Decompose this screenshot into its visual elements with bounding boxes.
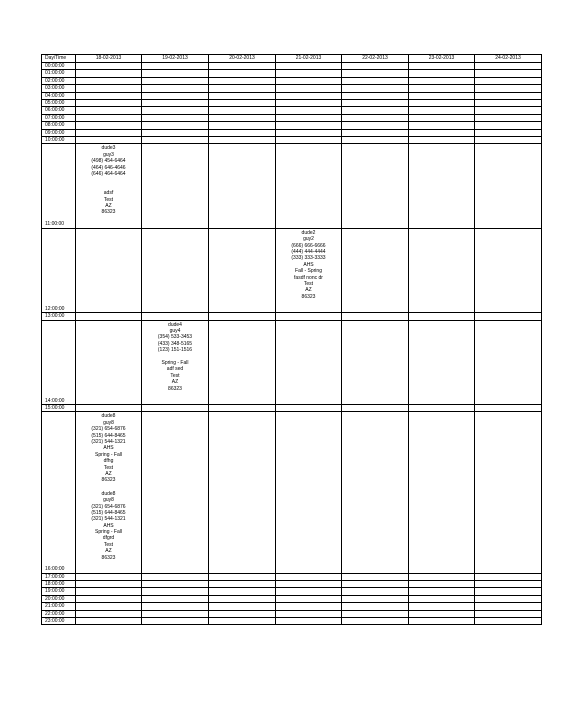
day-cell	[276, 610, 342, 617]
appointment-line: (515) 644-8465	[91, 509, 126, 516]
day-cell	[409, 610, 475, 617]
day-cell	[276, 129, 342, 136]
hour-row	[42, 313, 542, 320]
appointment-line: 86323	[301, 293, 316, 300]
day-cell	[342, 595, 409, 602]
appointment-line: adsf	[103, 190, 114, 197]
day-cell	[142, 581, 209, 588]
day-cell	[76, 85, 142, 92]
day-cell	[142, 137, 209, 144]
appointment-line: (333) 333-3333	[291, 255, 326, 262]
day-cell	[475, 70, 542, 77]
day-cell	[209, 573, 276, 580]
day-cell	[142, 313, 209, 320]
day-cell	[475, 595, 542, 602]
day-cell	[342, 588, 409, 595]
time-label: 01:00:00	[42, 70, 76, 77]
appointment-line: Test	[170, 372, 180, 379]
day-cell	[76, 100, 142, 107]
appointment-line: Test	[103, 541, 114, 548]
appointment-line: (321) 544-1321	[91, 516, 126, 523]
day-cell	[209, 85, 276, 92]
appointment-line: AHS	[103, 522, 114, 529]
appointment-line: 86323	[101, 554, 116, 561]
day-cell	[209, 77, 276, 84]
hour-row	[42, 114, 542, 121]
time-label: 16:00:00	[42, 412, 76, 573]
time-label: 00:00:00	[42, 63, 76, 70]
appointment-entry	[276, 229, 341, 300]
header-row	[42, 55, 542, 63]
time-label: 03:00:00	[42, 85, 76, 92]
day-cell	[76, 573, 142, 580]
appointment-line: Spring - Fall	[95, 451, 122, 458]
day-cell	[409, 412, 475, 573]
hour-row	[42, 405, 542, 412]
day-cell	[142, 573, 209, 580]
time-label: 23:00:00	[42, 618, 76, 625]
appointment-line: AZ	[105, 548, 112, 555]
time-label: 09:00:00	[42, 129, 76, 136]
day-cell	[76, 412, 142, 573]
day-cell	[342, 573, 409, 580]
day-cell	[142, 100, 209, 107]
appointment-line: (321) 654-6876	[91, 503, 126, 510]
time-label: 21:00:00	[42, 603, 76, 610]
day-cell	[475, 85, 542, 92]
day-cell	[475, 588, 542, 595]
day-header: 23-02-2013	[409, 55, 475, 63]
appointment-line: AHS	[303, 261, 314, 268]
day-cell	[409, 137, 475, 144]
appointment-entry	[76, 490, 141, 561]
day-cell	[342, 92, 409, 99]
day-cell	[142, 63, 209, 70]
time-label: 22:00:00	[42, 610, 76, 617]
time-label: 19:00:00	[42, 588, 76, 595]
day-cell	[475, 573, 542, 580]
day-cell	[409, 320, 475, 404]
day-cell	[142, 70, 209, 77]
day-cell	[142, 405, 209, 412]
appointment-entry	[76, 412, 141, 483]
appointment-line: (321) 654-6876	[91, 426, 126, 433]
day-cell	[209, 313, 276, 320]
day-cell	[142, 85, 209, 92]
hour-row	[42, 92, 542, 99]
day-cell	[276, 588, 342, 595]
day-cell	[209, 581, 276, 588]
day-cell	[475, 405, 542, 412]
day-cell	[475, 137, 542, 144]
hour-row	[42, 85, 542, 92]
day-cell	[475, 144, 542, 228]
appointment-line: Test	[303, 280, 314, 287]
day-cell	[76, 144, 142, 228]
day-cell	[342, 412, 409, 573]
day-cell	[409, 70, 475, 77]
day-cell	[142, 610, 209, 617]
hour-row	[42, 63, 542, 70]
day-cell	[76, 603, 142, 610]
hour-row	[42, 100, 542, 107]
day-cell	[276, 595, 342, 602]
time-label: 13:00:00	[42, 313, 76, 320]
day-cell	[209, 603, 276, 610]
day-cell	[409, 573, 475, 580]
day-cell	[409, 603, 475, 610]
day-cell	[209, 588, 276, 595]
day-cell	[409, 122, 475, 129]
appointment-line: Spring - Fall	[161, 360, 189, 366]
appointment-line: Test	[103, 196, 114, 203]
appointment-line: (498) 454-6464	[91, 158, 126, 165]
day-cell	[276, 320, 342, 404]
day-cell	[276, 92, 342, 99]
day-cell	[76, 114, 142, 121]
day-cell	[142, 77, 209, 84]
day-cell	[475, 77, 542, 84]
hour-row	[42, 581, 542, 588]
time-label: 06:00:00	[42, 107, 76, 114]
day-cell	[142, 595, 209, 602]
day-cell	[475, 320, 542, 404]
time-label: 12:00:00	[42, 228, 76, 312]
day-header: 18-02-2013	[76, 55, 142, 63]
day-cell	[342, 581, 409, 588]
appointment-line: dude8	[101, 413, 116, 420]
day-cell	[475, 313, 542, 320]
day-cell	[475, 92, 542, 99]
day-cell	[76, 610, 142, 617]
appointment-line: 86323	[101, 209, 116, 216]
day-cell	[409, 144, 475, 228]
hour-row	[42, 588, 542, 595]
day-cell	[409, 107, 475, 114]
day-cell	[342, 618, 409, 625]
appointment-line: guy3	[103, 151, 114, 158]
hour-row	[42, 320, 542, 404]
day-header: 22-02-2013	[342, 55, 409, 63]
day-cell	[209, 228, 276, 312]
day-cell	[276, 313, 342, 320]
appointment-line: Fall - Spring	[295, 268, 322, 275]
time-label: 14:00:00	[42, 320, 76, 404]
day-cell	[276, 63, 342, 70]
day-cell	[475, 100, 542, 107]
day-cell	[409, 100, 475, 107]
hour-row	[42, 144, 542, 228]
appointment-line: guy2	[303, 236, 314, 243]
day-cell	[475, 63, 542, 70]
time-label: 05:00:00	[42, 100, 76, 107]
day-cell	[209, 114, 276, 121]
hour-row	[42, 618, 542, 625]
appointment-line: (321) 544-1321	[91, 439, 126, 446]
day-cell	[142, 114, 209, 121]
day-cell	[409, 114, 475, 121]
day-cell	[342, 610, 409, 617]
appointment-line: 86323	[168, 385, 182, 392]
day-cell	[76, 313, 142, 320]
day-cell	[276, 412, 342, 573]
day-cell	[276, 107, 342, 114]
day-cell	[276, 85, 342, 92]
appointment-line: guy8	[103, 419, 114, 426]
day-cell	[342, 114, 409, 121]
day-cell	[209, 70, 276, 77]
day-cell	[209, 129, 276, 136]
day-cell	[475, 122, 542, 129]
day-cell	[142, 129, 209, 136]
corner-label: Day/Time	[42, 55, 76, 63]
day-cell	[142, 92, 209, 99]
day-cell	[76, 320, 142, 404]
day-cell	[76, 122, 142, 129]
day-cell	[342, 77, 409, 84]
day-cell	[76, 595, 142, 602]
appointment-line: (666) 666-6666	[291, 242, 326, 249]
appointment-line: (354) 533-3453	[157, 334, 193, 341]
appointment-line: guy4	[169, 328, 181, 335]
day-cell	[76, 618, 142, 625]
appointment-entry	[142, 321, 208, 392]
day-cell	[342, 405, 409, 412]
day-cell	[142, 588, 209, 595]
appointment-line: (433) 348-5165	[157, 340, 193, 347]
appointment-line: dude8	[101, 490, 116, 497]
day-cell	[142, 228, 209, 312]
appointment-line: guy8	[103, 497, 114, 504]
day-cell	[76, 137, 142, 144]
day-cell	[342, 129, 409, 136]
appointment-line: AZ	[105, 202, 112, 209]
time-label: 04:00:00	[42, 92, 76, 99]
day-cell	[76, 77, 142, 84]
day-cell	[409, 129, 475, 136]
day-cell	[342, 63, 409, 70]
day-cell	[142, 107, 209, 114]
day-cell	[142, 603, 209, 610]
day-cell	[342, 107, 409, 114]
appointment-line: (515) 644-8465	[91, 432, 126, 439]
day-cell	[409, 85, 475, 92]
day-cell	[209, 92, 276, 99]
day-cell	[209, 618, 276, 625]
day-cell	[76, 129, 142, 136]
appointment-line: AZ	[171, 379, 179, 386]
day-cell	[209, 405, 276, 412]
time-label: 15:00:00	[42, 405, 76, 412]
day-cell	[409, 313, 475, 320]
appointment-line: dude4	[168, 321, 182, 328]
day-cell	[475, 618, 542, 625]
day-cell	[276, 144, 342, 228]
hour-row	[42, 70, 542, 77]
day-cell	[209, 107, 276, 114]
appointment-line: (123) 151-1516	[157, 347, 193, 354]
appointment-line: AZ	[105, 470, 112, 477]
day-cell	[209, 137, 276, 144]
time-label: 20:00:00	[42, 595, 76, 602]
day-header: 19-02-2013	[142, 55, 209, 63]
appointment-line: AZ	[305, 287, 312, 294]
day-header: 21-02-2013	[276, 55, 342, 63]
time-label: 08:00:00	[42, 122, 76, 129]
hour-row	[42, 595, 542, 602]
day-cell	[76, 92, 142, 99]
time-label: 17:00:00	[42, 573, 76, 580]
appointment-line: 86323	[101, 477, 116, 484]
time-label: 18:00:00	[42, 581, 76, 588]
day-header: 20-02-2013	[209, 55, 276, 63]
day-cell	[342, 603, 409, 610]
day-cell	[276, 114, 342, 121]
day-cell	[409, 405, 475, 412]
day-cell	[342, 228, 409, 312]
day-cell	[409, 581, 475, 588]
appointment-entry	[76, 144, 141, 215]
appointment-line: dfhg	[103, 458, 114, 465]
day-cell	[209, 122, 276, 129]
day-cell	[209, 144, 276, 228]
appointment-line: (464) 646-4646	[91, 164, 126, 171]
day-cell	[209, 63, 276, 70]
day-cell	[76, 107, 142, 114]
day-cell	[142, 122, 209, 129]
day-cell	[342, 137, 409, 144]
day-cell	[209, 100, 276, 107]
appointment-line: Test	[103, 464, 114, 471]
day-cell	[76, 228, 142, 312]
appointment-line: (646) 464-6464	[91, 171, 126, 178]
appointment-line: dfgrd	[102, 535, 115, 542]
day-cell	[409, 595, 475, 602]
day-cell	[209, 595, 276, 602]
day-cell	[342, 144, 409, 228]
schedule-body	[42, 63, 542, 625]
hour-row	[42, 137, 542, 144]
day-cell	[409, 618, 475, 625]
appointment-line: AHS	[103, 445, 114, 452]
day-header: 24-02-2013	[475, 55, 542, 63]
hour-row	[42, 122, 542, 129]
day-cell	[76, 581, 142, 588]
day-cell	[409, 77, 475, 84]
hour-row	[42, 228, 542, 312]
day-cell	[409, 228, 475, 312]
day-cell	[475, 114, 542, 121]
day-cell	[76, 588, 142, 595]
day-cell	[475, 581, 542, 588]
day-cell	[342, 70, 409, 77]
day-cell	[142, 412, 209, 573]
day-cell	[276, 405, 342, 412]
day-cell	[342, 100, 409, 107]
time-label: 02:00:00	[42, 77, 76, 84]
schedule-table	[41, 54, 542, 625]
appointment-line: (444) 444-4444	[291, 249, 326, 256]
hour-row	[42, 610, 542, 617]
appointment-line: adf sed	[166, 366, 184, 373]
day-cell	[276, 603, 342, 610]
day-cell	[409, 588, 475, 595]
day-cell	[276, 573, 342, 580]
day-cell	[475, 610, 542, 617]
day-cell	[475, 107, 542, 114]
day-cell	[276, 137, 342, 144]
day-cell	[276, 100, 342, 107]
day-cell	[276, 70, 342, 77]
day-cell	[342, 122, 409, 129]
day-cell	[342, 320, 409, 404]
day-cell	[142, 618, 209, 625]
day-cell	[76, 70, 142, 77]
day-cell	[276, 122, 342, 129]
time-label: 10:00:00	[42, 137, 76, 144]
day-cell	[209, 320, 276, 404]
day-cell	[142, 144, 209, 228]
day-cell	[209, 610, 276, 617]
hour-row	[42, 107, 542, 114]
day-cell	[209, 412, 276, 573]
day-cell	[342, 85, 409, 92]
day-cell	[276, 581, 342, 588]
hour-row	[42, 77, 542, 84]
time-label: 11:00:00	[42, 144, 76, 228]
appointment-line: fasdf nonc dr	[294, 274, 323, 281]
day-cell	[276, 618, 342, 625]
day-cell	[409, 92, 475, 99]
day-cell	[276, 228, 342, 312]
day-cell	[475, 412, 542, 573]
appointment-line: dude2	[301, 229, 316, 236]
hour-row	[42, 603, 542, 610]
day-cell	[142, 320, 209, 404]
day-cell	[76, 63, 142, 70]
hour-row	[42, 573, 542, 580]
time-label: 07:00:00	[42, 114, 76, 121]
appointment-line: Spring - Fall	[95, 529, 122, 536]
day-cell	[475, 228, 542, 312]
appointment-line: dude3	[101, 145, 116, 152]
day-cell	[76, 405, 142, 412]
hour-row	[42, 129, 542, 136]
day-cell	[475, 129, 542, 136]
hour-row	[42, 412, 542, 573]
day-cell	[475, 603, 542, 610]
day-cell	[409, 63, 475, 70]
day-cell	[342, 313, 409, 320]
day-cell	[276, 77, 342, 84]
